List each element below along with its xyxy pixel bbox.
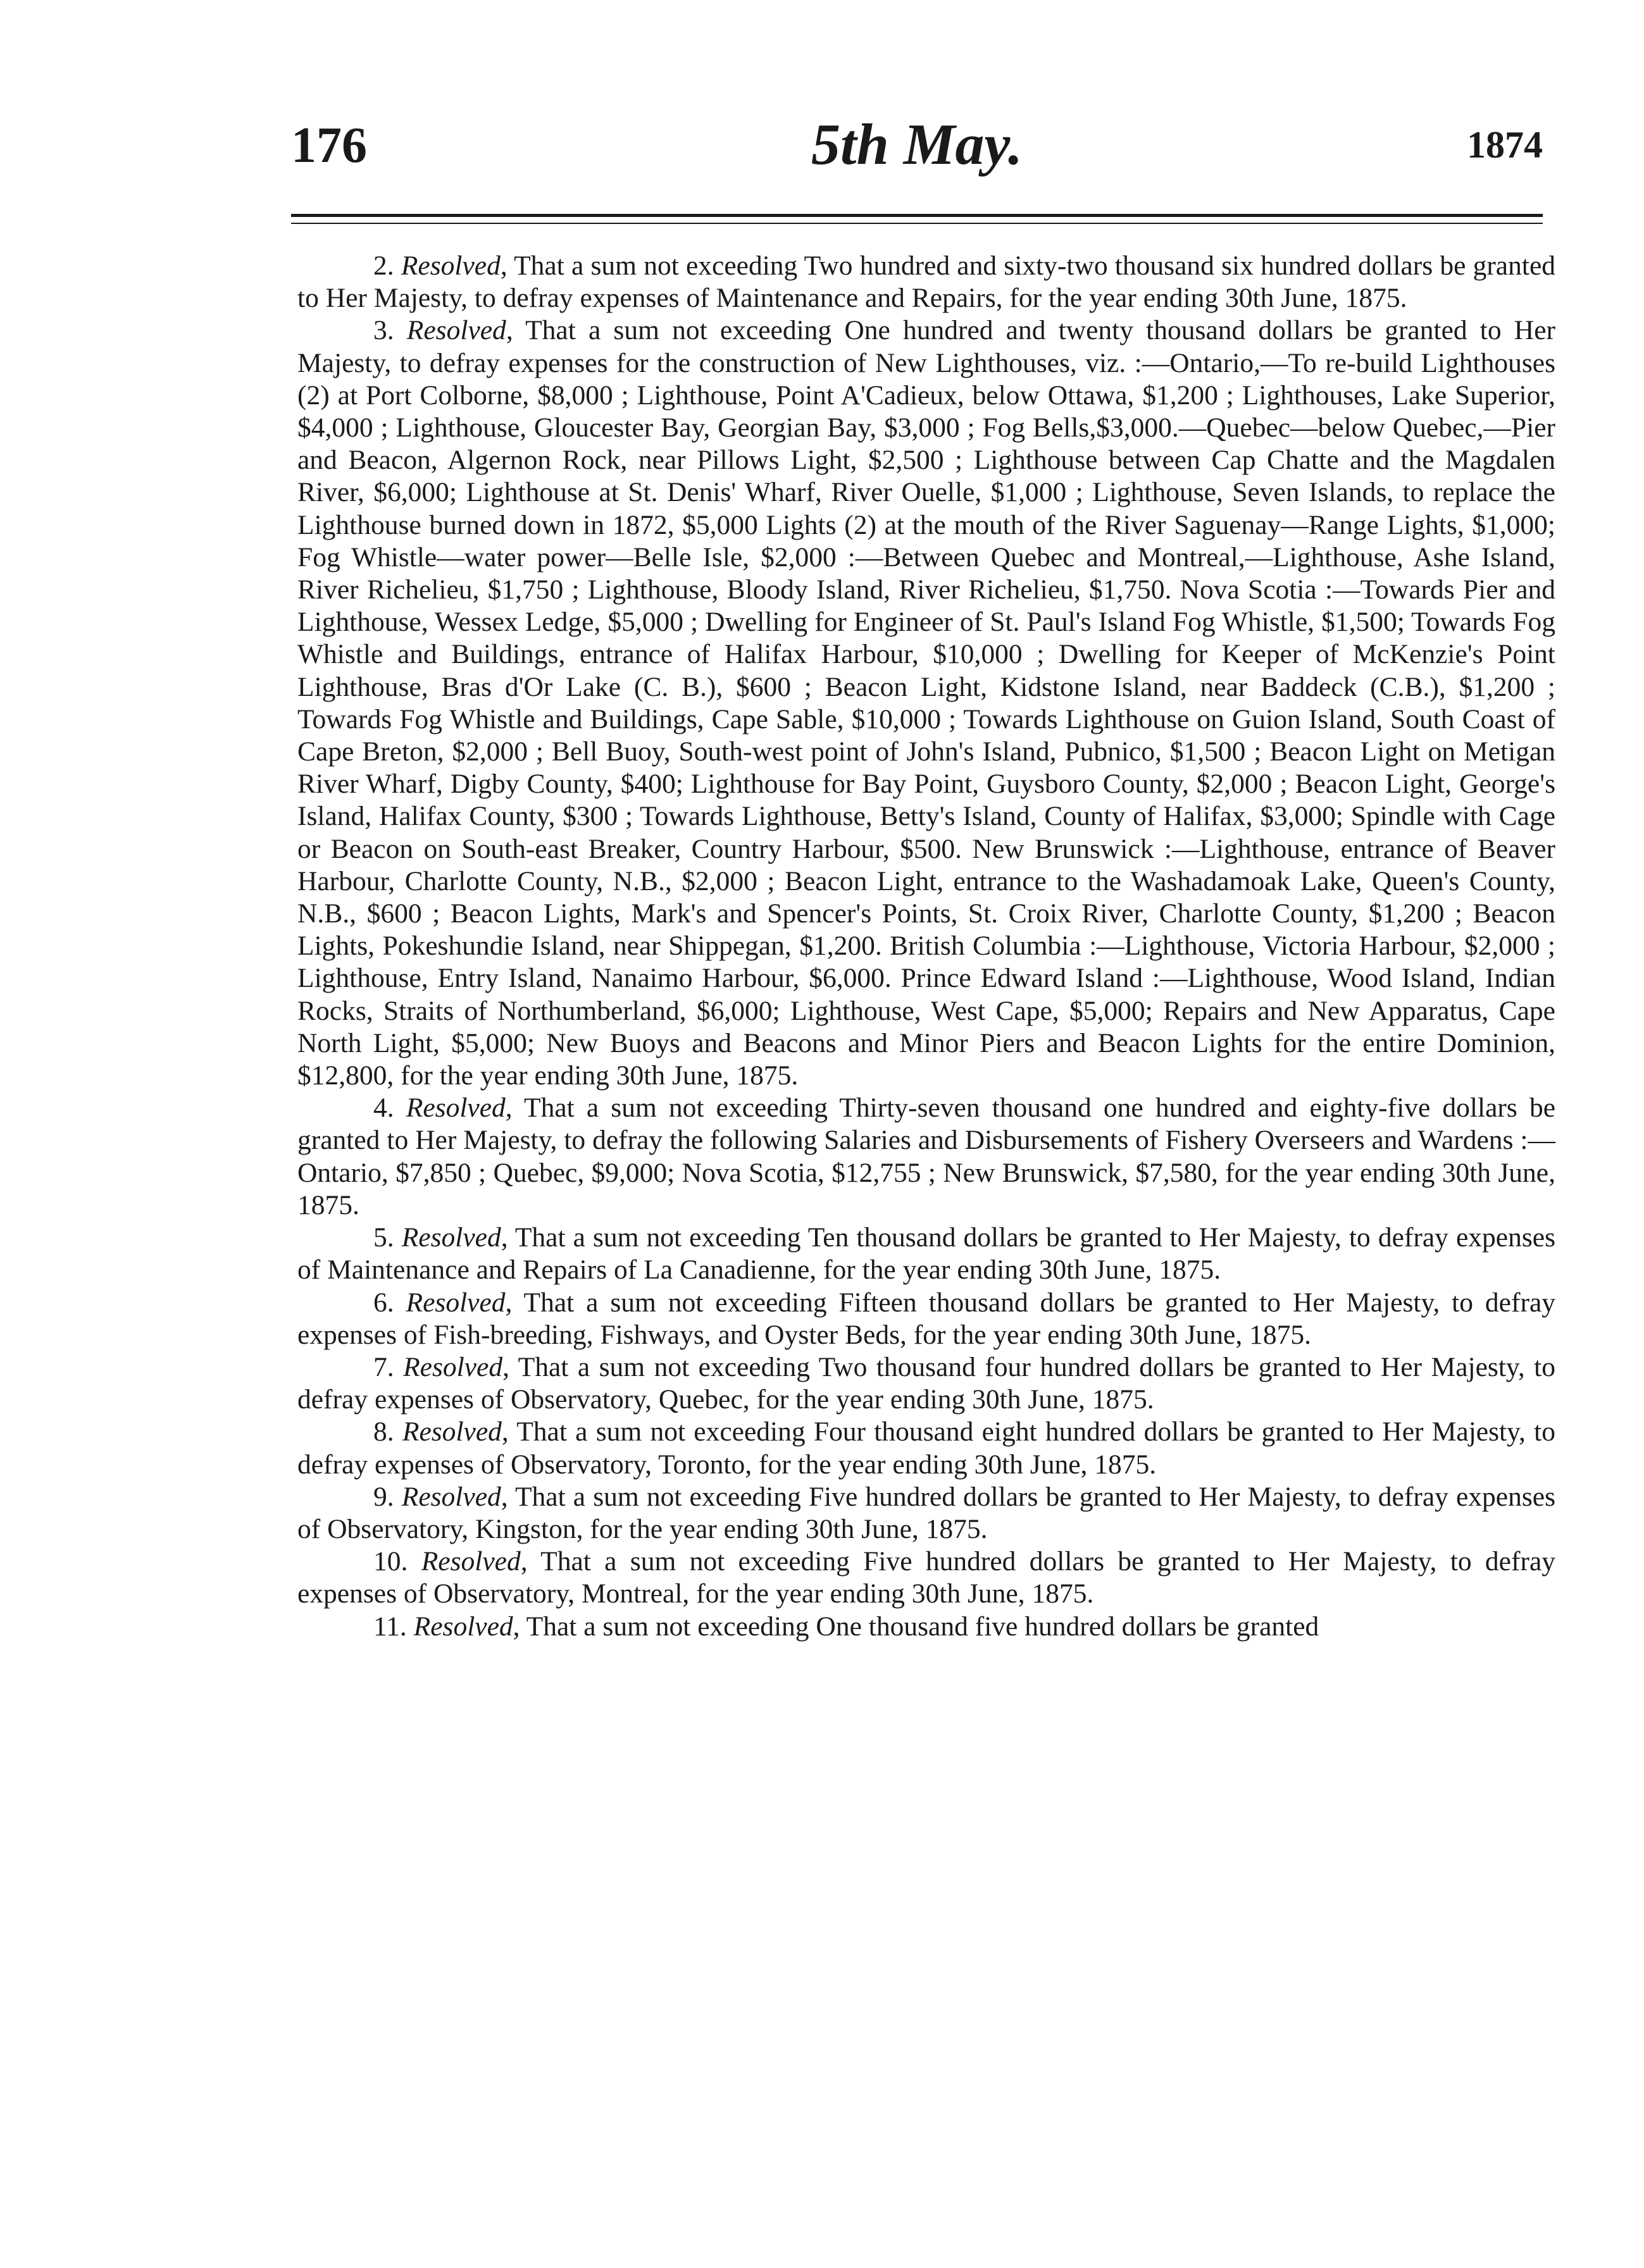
page-header [291,111,1543,187]
resolution-paragraph: 3. Resolved, That a sum not exceeding One hundred and twenty thousand dollars be granted to Her Majesty, to defray expenses for the construction of New Lighthouses, viz. :—Ontario,—To re-build Lighthouses (2) at Port Colborne, $8,000 ; Lighthouse, Point A'Cadieux, below Ottawa, $1,200 ; Lighthouses, Lake Superior, $4,000 ; Lighthouse, Gloucester Bay, Georgian Bay, $3,000 ; Fog Bells,$3,000.—Quebec—below Quebec,—Pier and Beacon, Algernon Rock, near Pillows Light, $2,500 ; Lighthouse between Cap Chatte and the Magdalen River, $6,000; Lighthouse at St. Denis' Wharf, River Ouelle, $1,000 ; Lighthouse, Seven Islands, to replace the Lighthouse burned down in 1872, $5,000 Lights (2) at the mouth of the River Saguenay—Range Lights, $1,000; Fog Whistle—water power—Belle Isle, $2,000 :—Between Quebec and Montreal,—Lighthouse, Ashe Island, River Richelieu, $1,750 ; Lighthouse, Bloody Island, River Richelieu, $1,750. Nova Scotia :—Towards Pier and Lighthouse, Wessex Ledge, $5,000 ; Dwelling for Engineer of St. Paul's Island Fog Whistle, $1,500; Towards Fog Whistle and Buildings, entrance of Halifax Harbour, $10,000 ; Dwelling for Keeper of McKenzie's Point Lighthouse, Bras d'Or Lake (C. B.), $600 ; Beacon Light, Kidstone Island, near Baddeck (C.B.), $1,200 ; Towards Fog Whistle and Buildings, Cape Sable, $10,000 ; Towards Lighthouse on Guion Island, South Coast of Cape Breton, $2,000 ; Bell Buoy, South-west point of John's Island, Pubnico, $1,500 ; Beacon Light on Metigan River Wharf, Digby County, $400; Lighthouse for Bay Point, Guysboro County, $2,000 ; Beacon Light, George's Island, Halifax County, $300 ; Towards Lighthouse, Betty's Island, County of Halifax, $3,000; Spindle with Cage or Beacon on South-east Breaker, Country Harbour, $500. New Brunswick :—Lighthouse, entrance of Beaver Harbour, Charlotte County, N.B., $2,000 ; Beacon Light, entrance to the Washadamoak Lake, Queen's County, N.B., $600 ; Beacon Lights, Mark's and Spencer's Points, St. Croix River, Charlotte County, $1,200 ; Beacon Lights, Pokeshundie Island, near Shippegan, $1,200. British Columbia :—Lighthouse, Victoria Harbour, $2,000 ; Lighthouse, Entry Island, Nanaimo Harbour, $6,000. Prince Edward Island :—Lighthouse, Wood Island, Indian Rocks, Straits of Northumberland, $6,000; Lighthouse, West Cape, $5,000; Repairs and New Apparatus, Cape North Light, $5,000; New Buoys and Beacons and Minor Piers and Beacon Lights for the entire Dominion, $12,800, for the year ending 30th June, 1875. [297,315,1556,1091]
resolution-paragraph: 10. Resolved, That a sum not exceeding Five hundred dollars be granted to Her Majesty, to defray expenses of Observatory, Montreal, for the year ending 30th June, 1875. [297,1546,1556,1609]
header-rule-thin [291,223,1543,224]
resolution-paragraph: 7. Resolved, That a sum not exceeding Two thousand four hundred dollars be granted to Her Majesty, to defray expenses of Observatory, Quebec, for the year ending 30th June, 1875. [297,1351,1556,1415]
resolution-paragraph: 4. Resolved, That a sum not exceeding Thirty-seven thousand one hundred and eighty-five dollars be granted to Her Majesty, to defray the following Salaries and Disbursements of Fishery Overseers and Wardens :—Ontario, $7,850 ; Quebec, $9,000; Nova Scotia, $12,755 ; New Brunswick, $7,580, for the year ending 30th June, 1875. [297,1093,1556,1220]
page-number: 176 [291,118,367,173]
resolution-paragraph: 11. Resolved, That a sum not exceeding One thousand five hundred dollars be granted [373,1611,1319,1642]
resolution-paragraph: 5. Resolved, That a sum not exceeding Ten thousand dollars be granted to Her Majesty, to defray expenses of Maintenance and Repairs of La Canadienne, for the year ending 30th June, 1875. [297,1222,1556,1286]
resolution-paragraph: 6. Resolved, That a sum not exceeding Fifteen thousand dollars be granted to Her Majesty, to defray expenses of Fish-breeding, Fishways, and Oyster Beds, for the year ending 30th June, 1875. [297,1287,1555,1350]
page-date: 5th May. [811,112,1023,177]
page-year: 1874 [1467,124,1543,166]
header-rule-thick [291,214,1543,217]
resolution-paragraph: 8. Resolved, That a sum not exceeding Four thousand eight hundred dollars be granted to Her Majesty, to defray expenses of Observatory, Toronto, for the year ending 30th June, 1875. [297,1416,1556,1480]
resolution-paragraph: 2. Resolved, That a sum not exceeding Two hundred and sixty-two thousand six hundred dollars be granted to Her Majesty, to defray expenses of Maintenance and Repairs, for the year ending 30th June, 1875. [297,251,1556,314]
resolution-paragraph: 9. Resolved, That a sum not exceeding Five hundred dollars be granted to Her Majesty, to defray expenses of Observatory, Kingston, for the year ending 30th June, 1875. [297,1481,1556,1544]
resolutions-body [297,250,1555,1643]
